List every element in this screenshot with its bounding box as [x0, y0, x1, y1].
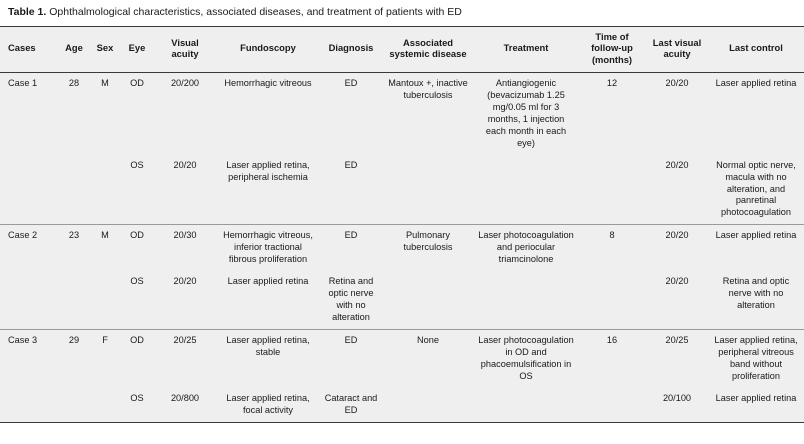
cell-associated-disease [382, 388, 474, 422]
cell-sex [90, 271, 120, 329]
cell-case: Case 3 [0, 330, 58, 388]
cell-last-control: Laser applied retina [708, 388, 804, 422]
cell-last-visual-acuity: 20/25 [646, 330, 708, 388]
cell-follow-up [578, 271, 646, 329]
column-header-last-control: Last control [708, 26, 804, 72]
cell-eye: OS [120, 388, 154, 422]
column-header-eye: Eye [120, 26, 154, 72]
cell-last-visual-acuity: 20/100 [646, 388, 708, 422]
cell-eye: OS [120, 155, 154, 225]
cell-eye: OD [120, 225, 154, 271]
cell-eye: OS [120, 271, 154, 329]
cell-diagnosis: Cataract and ED [320, 388, 382, 422]
cell-last-visual-acuity: 20/20 [646, 271, 708, 329]
cell-visual-acuity: 20/20 [154, 155, 216, 225]
cell-fundoscopy: Hemorrhagic vitreous [216, 72, 320, 154]
cell-fundoscopy: Laser applied retina, peripheral ischemia [216, 155, 320, 225]
cell-follow-up: 16 [578, 330, 646, 388]
column-header-associated-systemic-disease: Associated systemic disease [382, 26, 474, 72]
cell-treatment [474, 155, 578, 225]
cell-follow-up: 8 [578, 225, 646, 271]
cell-visual-acuity: 20/200 [154, 72, 216, 154]
column-header-time-of-follow-up: Time of follow-up (months) [578, 26, 646, 72]
characteristics-table [0, 26, 804, 423]
cell-treatment [474, 388, 578, 422]
table-row [0, 72, 804, 154]
cell-visual-acuity: 20/20 [154, 271, 216, 329]
cell-diagnosis: ED [320, 155, 382, 225]
column-header-last-visual-acuity: Last visual acuity [646, 26, 708, 72]
column-header-age: Age [58, 26, 90, 72]
cell-last-visual-acuity: 20/20 [646, 72, 708, 154]
column-header-treatment: Treatment [474, 26, 578, 72]
column-header-visual-acuity: Visual acuity [154, 26, 216, 72]
cell-associated-disease [382, 155, 474, 225]
column-header-diagnosis: Diagnosis [320, 26, 382, 72]
cell-age: 23 [58, 225, 90, 271]
cell-last-visual-acuity: 20/20 [646, 225, 708, 271]
cell-last-visual-acuity: 20/20 [646, 155, 708, 225]
cell-last-control: Laser applied retina, peripheral vitreous band without proliferation [708, 330, 804, 388]
cell-follow-up [578, 155, 646, 225]
cell-treatment [474, 271, 578, 329]
cell-diagnosis: Retina and optic nerve with no alteration [320, 271, 382, 329]
cell-case: Case 2 [0, 225, 58, 271]
cell-age [58, 155, 90, 225]
cell-last-control: Normal optic nerve, macula with no alteration, and panretinal photocoagulation [708, 155, 804, 225]
cell-age [58, 388, 90, 422]
cell-fundoscopy: Laser applied retina, focal activity [216, 388, 320, 422]
cell-fundoscopy: Hemorrhagic vitreous, inferior tractional fibrous proliferation [216, 225, 320, 271]
cell-last-control: Retina and optic nerve with no alteration [708, 271, 804, 329]
table-row [0, 388, 804, 422]
table-row [0, 225, 804, 271]
cell-associated-disease: Pulmonary tuberculosis [382, 225, 474, 271]
table-row [0, 271, 804, 329]
cell-case [0, 155, 58, 225]
cell-sex: F [90, 330, 120, 388]
caption-label: Table 1. [8, 6, 47, 18]
table-row [0, 155, 804, 225]
cell-diagnosis: ED [320, 72, 382, 154]
cell-follow-up [578, 388, 646, 422]
cell-diagnosis: ED [320, 225, 382, 271]
cell-case: Case 1 [0, 72, 58, 154]
column-header-sex: Sex [90, 26, 120, 72]
cell-last-control: Laser applied retina [708, 72, 804, 154]
cell-visual-acuity: 20/25 [154, 330, 216, 388]
table-caption [0, 0, 804, 26]
cell-diagnosis: ED [320, 330, 382, 388]
cell-last-control: Laser applied retina [708, 225, 804, 271]
cell-fundoscopy: Laser applied retina, stable [216, 330, 320, 388]
table-row [0, 330, 804, 388]
cell-fundoscopy: Laser applied retina [216, 271, 320, 329]
cell-follow-up: 12 [578, 72, 646, 154]
cell-age [58, 271, 90, 329]
cell-treatment: Laser photocoagulation and periocular triamcinolone [474, 225, 578, 271]
column-header-cases: Cases [0, 26, 58, 72]
cell-sex: M [90, 225, 120, 271]
caption-text: Ophthalmological characteristics, associated diseases, and treatment of patients with ED [46, 6, 462, 18]
cell-case [0, 271, 58, 329]
cell-treatment: Antiangiogenic (bevacizumab 1.25 mg/0.05 ml for 3 months, 1 injection each month in each eye) [474, 72, 578, 154]
cell-sex [90, 388, 120, 422]
cell-visual-acuity: 20/30 [154, 225, 216, 271]
cell-sex [90, 155, 120, 225]
cell-age: 29 [58, 330, 90, 388]
cell-associated-disease [382, 271, 474, 329]
cell-treatment: Laser photocoagulation in OD and phacoemulsification in OS [474, 330, 578, 388]
cell-sex: M [90, 72, 120, 154]
cell-case [0, 388, 58, 422]
cell-eye: OD [120, 72, 154, 154]
cell-eye: OD [120, 330, 154, 388]
cell-associated-disease: Mantoux +, inactive tuberculosis [382, 72, 474, 154]
cell-associated-disease: None [382, 330, 474, 388]
cell-age: 28 [58, 72, 90, 154]
column-header-fundoscopy: Fundoscopy [216, 26, 320, 72]
cell-visual-acuity: 20/800 [154, 388, 216, 422]
